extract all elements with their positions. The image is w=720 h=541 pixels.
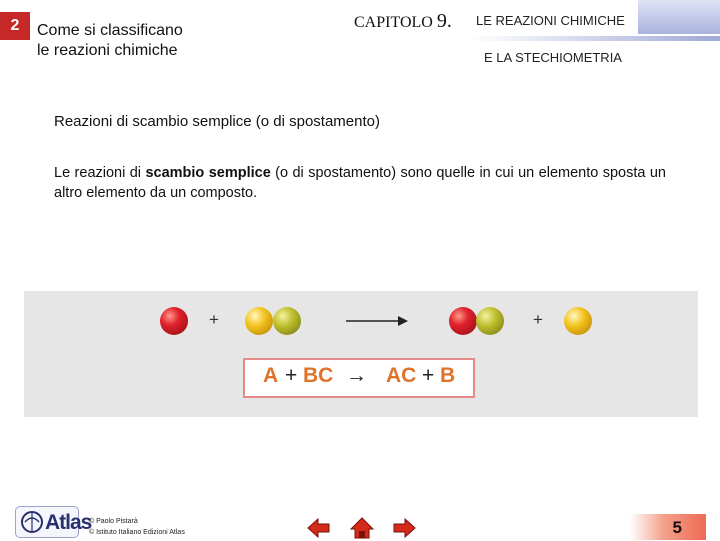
chapter-title-line2: E LA STECHIOMETRIA: [484, 50, 622, 65]
page-number-box: [630, 514, 706, 540]
reaction-figure: [24, 291, 698, 417]
section-title: [37, 21, 183, 61]
chapter-number: 9.: [436, 10, 452, 32]
forward-arrow-icon[interactable]: [391, 515, 417, 541]
chapter-title-line1: LE REAZIONI CHIMICHE: [476, 13, 625, 28]
equation-a: A: [263, 364, 279, 387]
equation-arrow: →: [346, 364, 367, 387]
para-bold-term: scambio semplice: [145, 165, 271, 181]
atlas-logo-icon: [20, 510, 44, 534]
section-title-line2: le reazioni chimiche: [37, 42, 178, 59]
equation-box: [243, 358, 475, 398]
credit-publisher: © Istituto Italiano Edizioni Atlas: [89, 529, 185, 536]
atom-b-ball-product: [564, 307, 592, 335]
equation-plus-1: +: [285, 364, 298, 387]
atom-c-ball-product: [476, 307, 504, 335]
back-arrow-icon[interactable]: [306, 515, 332, 541]
slide-subtitle: Reazioni di scambio semplice (o di spostamento): [54, 113, 380, 130]
atom-c-ball: [273, 307, 301, 335]
equation-ac: AC: [386, 364, 417, 387]
atom-a-ball-product: [449, 307, 477, 335]
reaction-arrow: [344, 313, 410, 329]
header-corner-decoration: [638, 0, 720, 34]
plus-sign: +: [209, 310, 219, 329]
section-number-badge: 2: [0, 12, 30, 40]
atom-b-ball: [245, 307, 273, 335]
credit-author: © Paolo Pistarà: [89, 518, 138, 525]
chapter-word: CAPITOLO: [354, 14, 433, 31]
equation-plus-2: +: [422, 364, 435, 387]
chapter-label: [354, 10, 452, 33]
credits: [89, 516, 185, 538]
definition-paragraph: [54, 163, 666, 203]
atlas-logo: [15, 506, 92, 538]
atom-a-ball: [160, 307, 188, 335]
plus-sign-product: +: [533, 310, 543, 329]
page-number: 5: [672, 518, 682, 537]
logo-text: Atlas: [45, 511, 92, 534]
equation-bc: BC: [303, 364, 334, 387]
para-text-end: (o di spostamento) sono quelle in cui un elemento sposta un altro elemento da un composto.: [54, 165, 666, 201]
para-text-start: Le reazioni di: [54, 165, 146, 181]
home-icon[interactable]: [349, 515, 375, 541]
section-title-line1: Come si classificano: [37, 22, 183, 39]
header-rule: [470, 36, 720, 41]
equation-b: B: [440, 364, 456, 387]
